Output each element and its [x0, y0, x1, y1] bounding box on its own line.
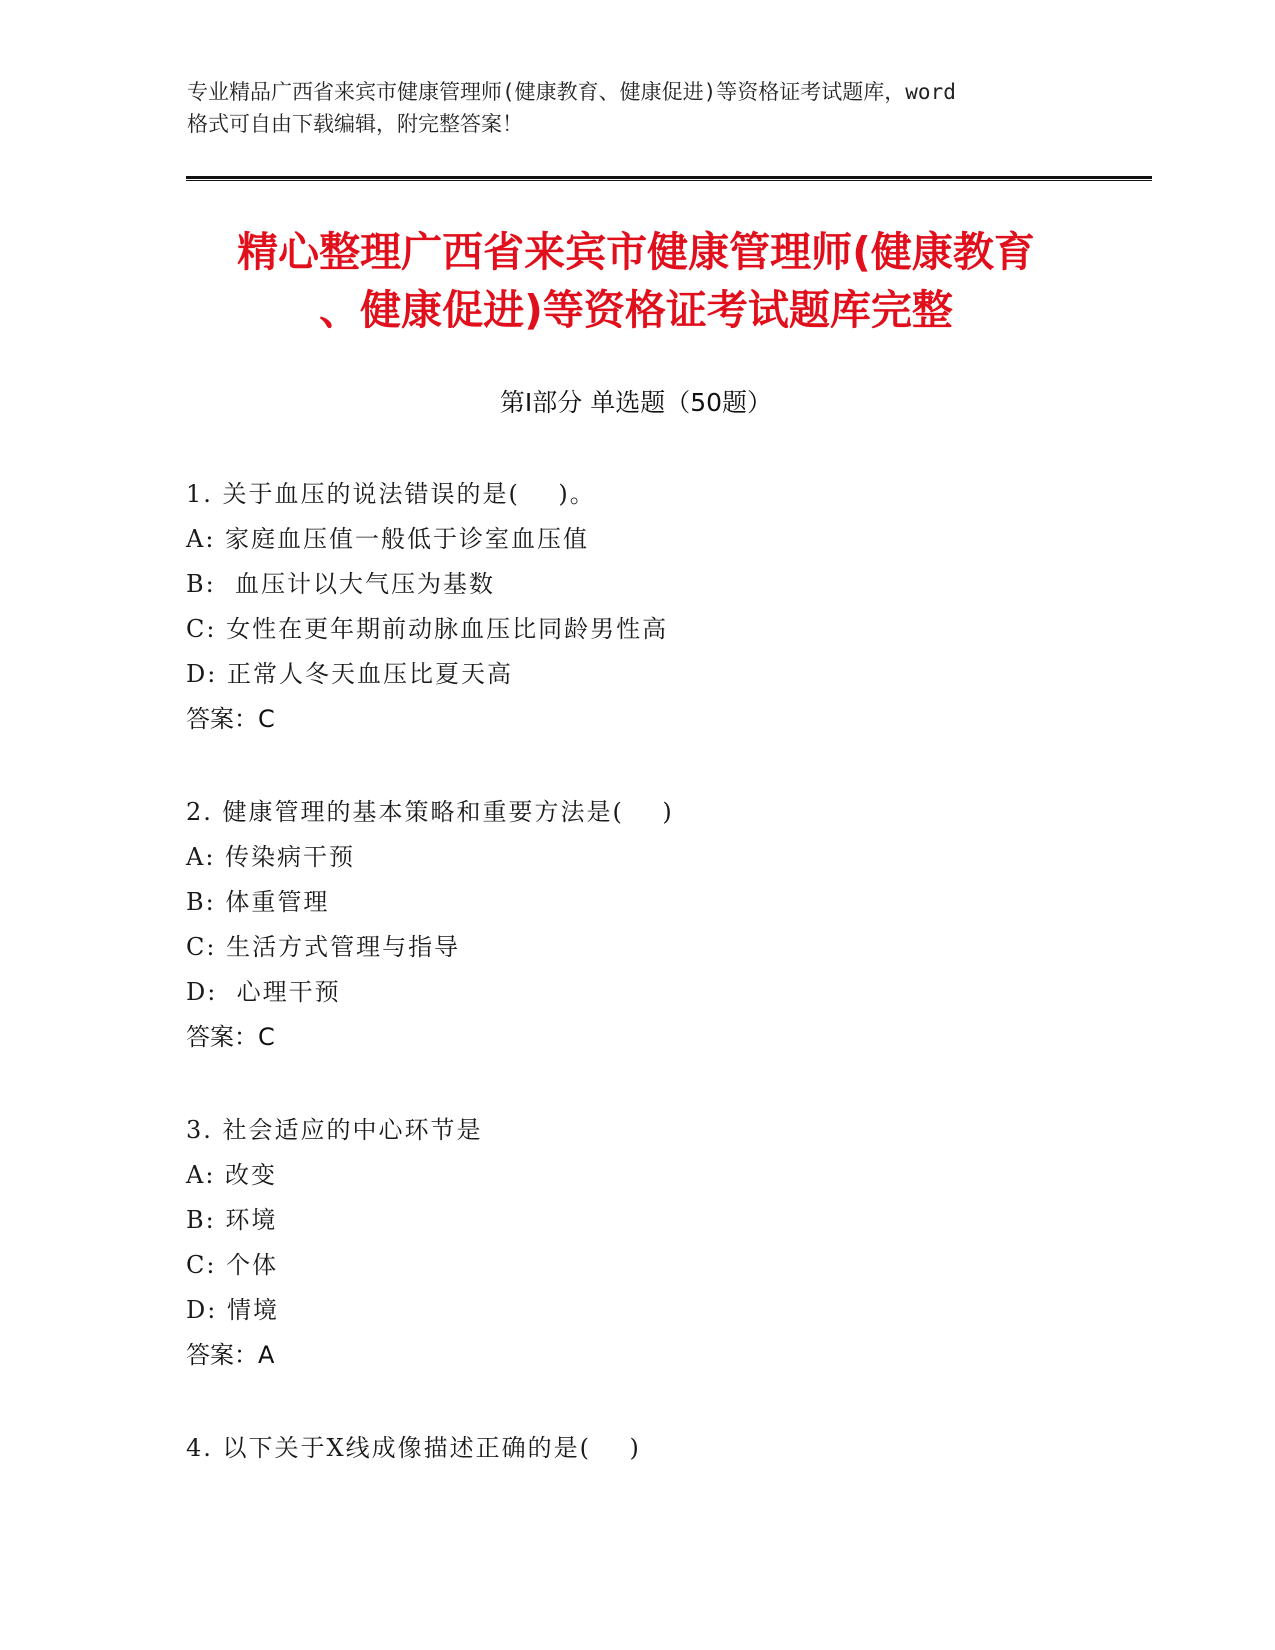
header-note-line-2: 格式可自由下载编辑，附完整答案！: [187, 112, 523, 136]
header-divider: [186, 176, 1152, 181]
header-note: [187, 76, 1087, 140]
header-note-line-1: 专业精品广西省来宾市健康管理师(健康教育、健康促进)等资格证考试题库，word: [187, 80, 956, 104]
option-d: D: 心理干预: [186, 978, 341, 1006]
document-title-line-1: 精心整理广西省来宾市健康管理师(健康教育: [237, 228, 1035, 276]
option-a: A: 传染病干预: [186, 843, 356, 871]
option-c: C: 生活方式管理与指导: [186, 933, 461, 961]
question-stem: 4. 以下关于X线成像描述正确的是( ): [186, 1434, 641, 1462]
option-c: C: 个体: [186, 1251, 279, 1279]
question-stem: 3. 社会适应的中心环节是: [186, 1116, 483, 1144]
document-title: [186, 223, 1086, 339]
option-b: B: 血压计以大气压为基数: [186, 570, 495, 598]
option-b: B: 环境: [186, 1206, 278, 1234]
document-title-line-2: 、健康促进)等资格证考试题库完整: [319, 286, 953, 334]
option-c: C: 女性在更年期前动脉血压比同龄男性高: [186, 615, 669, 643]
answer: 答案：A: [186, 1341, 275, 1369]
question-1: [186, 472, 1086, 742]
question-stem: 2. 健康管理的基本策略和重要方法是( ): [186, 798, 674, 826]
answer: 答案：C: [186, 1023, 275, 1051]
question-2: [186, 790, 1086, 1060]
question-stem: 1. 关于血压的说法错误的是( )。: [186, 480, 596, 508]
option-b: B: 体重管理: [186, 888, 330, 916]
option-d: D: 正常人冬天血压比夏天高: [186, 660, 513, 688]
section-heading: 第Ⅰ部分 单选题（50题）: [499, 388, 773, 417]
option-a: A: 改变: [186, 1161, 278, 1189]
question-3: [186, 1108, 1086, 1378]
option-d: D: 情境: [186, 1296, 279, 1324]
option-a: A: 家庭血压值一般低于诊室血压值: [186, 525, 590, 553]
question-4: [186, 1426, 1086, 1471]
answer: 答案：C: [186, 705, 275, 733]
